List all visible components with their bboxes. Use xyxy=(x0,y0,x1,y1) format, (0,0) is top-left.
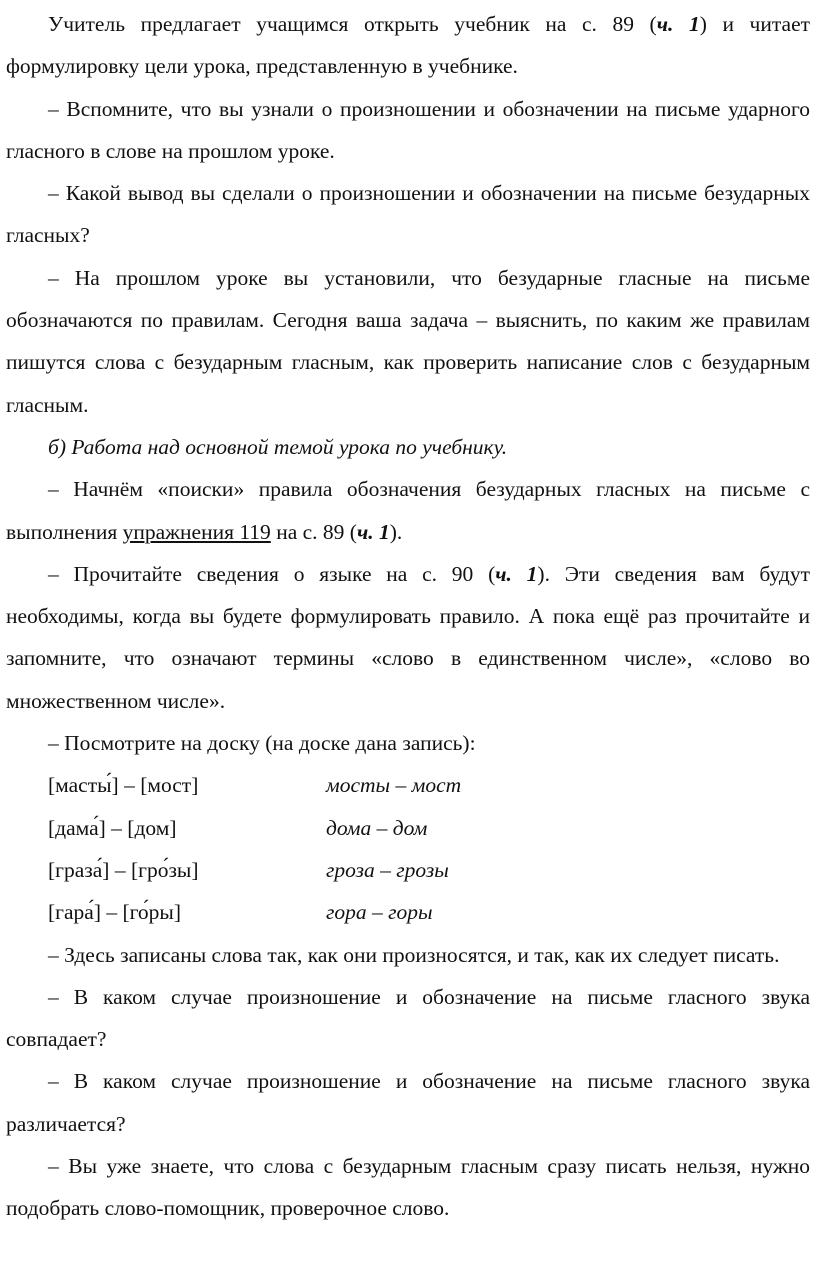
transcription: [гара́] – [го́ры] xyxy=(48,900,182,925)
word-pairs-table xyxy=(6,764,810,933)
paragraph-teacher-intro xyxy=(6,3,810,88)
paragraph-conclusion: – Вы уже знаете, что слова с безударным гласным сразу писать нельзя, нужно подобрать слово-помощник, проверочное слово. xyxy=(6,1154,810,1221)
spelling: гроза – грозы xyxy=(326,857,449,882)
document-page xyxy=(0,3,816,1269)
text-segment: ) и читает формулировку цели урока, представленную в учебнике. xyxy=(6,12,811,79)
paragraph-question-match: – В каком случае произношение и обозначение на письме гласного звука совпадает? xyxy=(6,984,810,1052)
transcription: [дама́] – [дом] xyxy=(48,815,177,840)
word-pair-row xyxy=(6,807,810,849)
part-label: ч. 1 xyxy=(356,519,390,544)
spelling: мосты – мост xyxy=(326,773,462,798)
exercise-link[interactable]: упражнения 119 xyxy=(122,519,271,544)
text-segment: ). xyxy=(389,519,403,544)
text-segment: ). Эти сведения вам будут необходимы, когда вы будете формулировать правило. А пока ещё раз прочитайте и запомните, что означают термины «слово в единственном числе», «слово во множественном числе». xyxy=(6,561,810,713)
word-pair-row xyxy=(6,764,810,806)
part-label: ч. 1 xyxy=(656,12,700,36)
part-label: ч. 1 xyxy=(495,561,538,586)
word-pair-row xyxy=(6,891,810,933)
word-pair-row xyxy=(6,849,810,891)
transcription: [масты́] – [мост] xyxy=(48,773,199,798)
text-segment: – Начнём «поиски» правила обозначения безударных гласных на письме с выполнения xyxy=(6,477,810,544)
spelling: дома – дом xyxy=(326,815,428,840)
paragraph-recall-stressed: – Вспомните, что вы узнали о произношении и обозначении на письме ударного гласного в слове на прошлом уроке. xyxy=(6,96,810,163)
paragraph-question-unstressed: – Какой вывод вы сделали о произношении и обозначении на письме безударных гласных? xyxy=(6,181,810,248)
transcription: [граза́] – [гро́зы] xyxy=(48,857,199,882)
paragraph-question-differ: – В каком случае произношение и обозначение на письме гласного звука различается? xyxy=(6,1069,810,1136)
text-segment: на с. 89 ( xyxy=(270,519,357,544)
paragraph-task: – На прошлом уроке вы установили, что безударные гласные на письме обозначаются по правилам. Сегодня ваша задача – выяснить, по каким же правилам пишутся слова с безударным гласным, как проверить написание слов с безударным гласным. xyxy=(6,265,810,417)
text-segment: Учитель предлагает учащимся открыть учебник на с. 89 ( xyxy=(48,12,657,36)
text-segment: – Прочитайте сведения о языке на с. 90 ( xyxy=(48,561,496,586)
paragraph-explanation: – Здесь записаны слова так, как они произносятся, и так, как их следует писать. xyxy=(48,942,780,967)
paragraph-exercise xyxy=(6,468,810,553)
section-heading: б) Работа над основной темой урока по учебнику. xyxy=(48,434,508,459)
paragraph-board: – Посмотрите на доску (на доске дана запись): xyxy=(48,731,476,756)
spelling: гора – горы xyxy=(326,900,433,925)
paragraph-language-info xyxy=(6,553,810,722)
